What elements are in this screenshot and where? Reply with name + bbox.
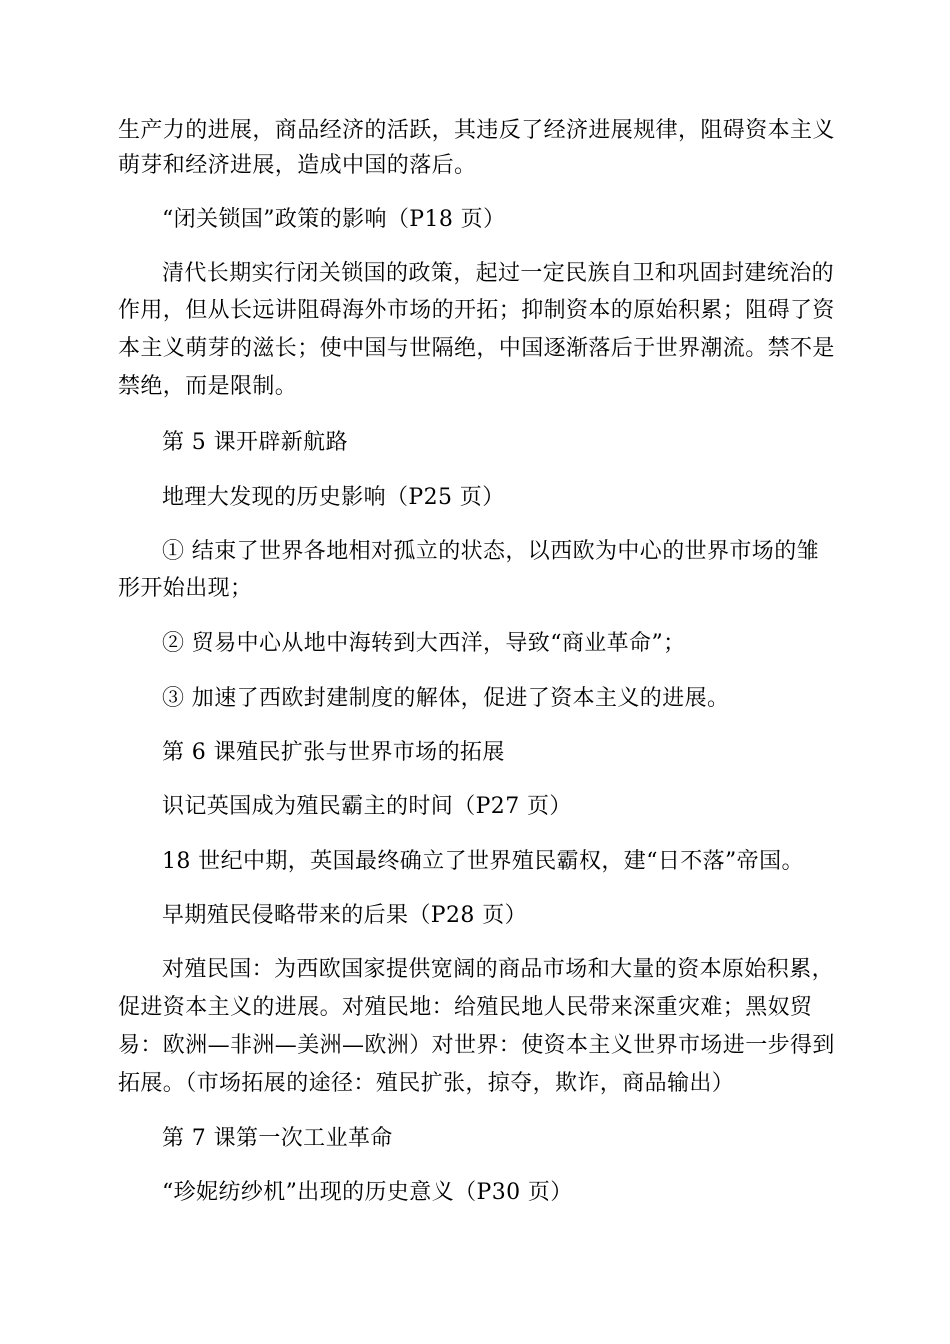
section-heading: “闭关锁国”政策的影响（P18 页）	[162, 207, 506, 232]
text-line: 禁绝，而是限制。	[118, 374, 298, 399]
text-line: 生产力的进展，商品经济的活跃，其违反了经济进展规律，阻碍资本主义	[118, 118, 835, 143]
lesson-heading: 第 7 课第一次工业革命	[162, 1126, 393, 1151]
list-item: ③ 加速了西欧封建制度的解体，促进了资本主义的进展。	[162, 686, 730, 711]
text-line: 拓展。（市场拓展的途径：殖民扩张，掠夺，欺诈，商品输出）	[118, 1071, 735, 1096]
section-heading: 早期殖民侵略带来的后果（P28 页）	[162, 903, 527, 928]
section-heading: 地理大发现的历史影响（P25 页）	[162, 485, 505, 510]
text-line: 萌芽和经济进展，造成中国的落后。	[118, 153, 477, 178]
list-item: ② 贸易中心从地中海转到大西洋，导致“商业革命”；	[162, 631, 686, 656]
text-line: 对殖民国：为西欧国家提供宽阔的商品市场和大量的资本原始积累，	[162, 957, 835, 982]
text-line: 作用，但从长远讲阻碍海外市场的开拓；抑制资本的原始积累；阻碍了资	[118, 298, 835, 323]
lesson-heading: 第 6 课殖民扩张与世界市场的拓展	[162, 740, 505, 765]
text-line: 促进资本主义的进展。对殖民地：给殖民地人民带来深重灾难；黑奴贸	[118, 995, 813, 1020]
text-line: 18 世纪中期，英国最终确立了世界殖民霸权，建“日不落”帝国。	[162, 849, 804, 874]
text-line: 本主义萌芽的滋长；使中国与世隔绝，中国逐渐落后于世界潮流。禁不是	[118, 336, 835, 361]
list-item: ① 结束了世界各地相对孤立的状态，以西欧为中心的世界市场的雏	[162, 539, 819, 564]
text-line: 清代长期实行闭关锁国的政策，起过一定民族自卫和巩固封建统治的	[162, 261, 835, 286]
text-line: 形开始出现；	[118, 576, 253, 601]
section-heading: “珍妮纺纱机”出现的历史意义（P30 页）	[162, 1180, 573, 1205]
lesson-heading: 第 5 课开辟新航路	[162, 430, 348, 455]
section-heading: 识记英国成为殖民霸主的时间（P27 页）	[162, 794, 572, 819]
text-line: 易：欧洲—非洲—美洲—欧洲）对世界：使资本主义世界市场进一步得到	[118, 1033, 835, 1058]
